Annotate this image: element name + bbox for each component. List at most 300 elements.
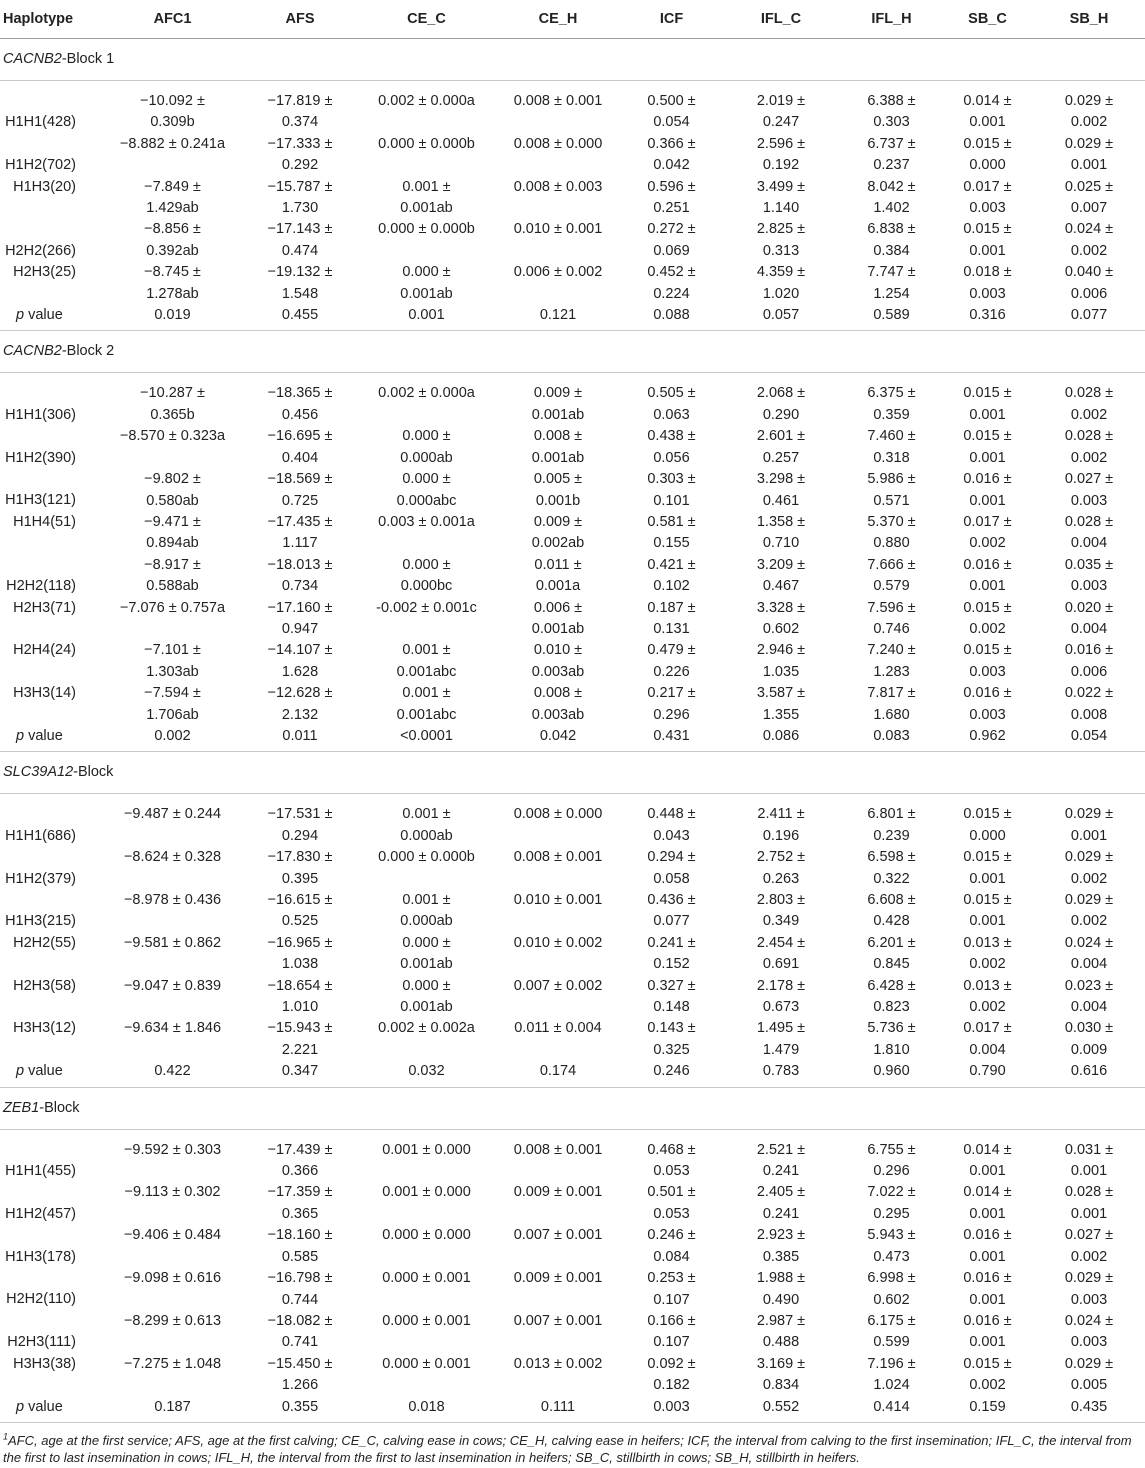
haplotype-name: H3H3(14) <box>13 685 76 702</box>
value-line-1: 0.018 ± <box>963 264 1012 281</box>
value-line-2: 0.000ab <box>400 913 453 930</box>
block-suffix: -Block <box>39 1099 80 1116</box>
value-cell <box>494 1182 622 1225</box>
value-cell <box>1033 847 1145 890</box>
value-line-1: 0.020 ± <box>1064 599 1114 616</box>
p-value-label <box>0 1061 104 1087</box>
value-line-1: 2.521 ± <box>756 1141 806 1158</box>
value-line-2: 0.474 <box>281 242 319 259</box>
value-line-1: 0.246 ± <box>647 1227 696 1244</box>
haplotype-name: H1H1(428) <box>5 114 76 131</box>
value-line-2: 0.296 <box>653 706 690 723</box>
value-cell <box>359 1268 494 1311</box>
value-line-2: 0.054 <box>653 114 690 131</box>
value-cell <box>241 1311 359 1354</box>
value-line-1: −10.287 ± <box>140 385 205 402</box>
value-line-2: 0.579 <box>873 578 910 595</box>
value-line-2: 0.290 <box>762 406 800 423</box>
p-value-row <box>0 726 1145 752</box>
value-line-1: 0.028 ± <box>1064 428 1114 445</box>
p-value-cell: 0.431 <box>622 726 721 752</box>
value-cell <box>721 598 841 641</box>
value-line-1: −14.107 ± <box>267 642 333 659</box>
haplotype-name: H1H4(51) <box>13 513 76 530</box>
value-cell <box>1033 1268 1145 1311</box>
haplotype-spacer <box>0 383 76 404</box>
value-cell <box>104 81 241 134</box>
value-cell <box>359 794 494 847</box>
p-value-cell: 0.057 <box>721 305 841 331</box>
value-line-1: 0.008 ± 0.000 <box>513 806 603 823</box>
haplotype-spacer <box>0 1225 76 1246</box>
value-line-2 <box>359 533 494 554</box>
value-cell <box>1033 976 1145 1019</box>
value-line-1: −10.092 ± <box>140 93 205 109</box>
value-cell <box>241 512 359 555</box>
p-value-row <box>0 305 1145 331</box>
value-line-2 <box>104 1040 241 1061</box>
value-line-2: 2.221 <box>281 1041 319 1058</box>
value-cell <box>841 1225 942 1268</box>
value-cell <box>104 1129 241 1182</box>
value-line-1: 0.001 ± <box>402 806 451 823</box>
p-value-label-rest: value <box>24 727 63 744</box>
p-value-cell: 0.455 <box>241 305 359 331</box>
table-row <box>0 262 1145 305</box>
value-cell <box>721 1182 841 1225</box>
p-value-cell: 0.011 <box>241 726 359 752</box>
value-line-1: 0.013 ± <box>963 977 1012 994</box>
value-line-2: 0.385 <box>762 1248 800 1265</box>
value-line-2: 0.004 <box>1070 956 1108 973</box>
value-line-1: 0.000 ± 0.001 <box>382 1355 471 1372</box>
p-value-label-p: p <box>16 1398 25 1415</box>
value-line-2: 0.000abc <box>396 492 457 509</box>
value-line-1: 2.019 ± <box>756 93 806 109</box>
value-line-2: 0.947 <box>281 620 319 637</box>
value-line-1: 0.002 ± 0.000a <box>378 93 475 109</box>
value-line-2 <box>494 911 622 932</box>
value-line-1: 2.411 ± <box>757 806 805 823</box>
value-cell <box>359 373 494 426</box>
value-line-2: 0.101 <box>653 492 690 509</box>
value-cell <box>104 262 241 305</box>
table-row <box>0 469 1145 512</box>
value-line-2: 0.322 <box>873 870 910 887</box>
value-line-2: 0.366 <box>281 1163 319 1180</box>
value-line-2: 0.155 <box>653 535 690 552</box>
value-line-2: 0.001 <box>1070 1205 1108 1222</box>
value-line-1: 0.000 ± 0.000b <box>378 135 475 152</box>
column-header-ce-h: CE_H <box>494 0 622 39</box>
p-value-cell: 0.422 <box>104 1061 241 1087</box>
p-value-label-p: p <box>16 727 25 744</box>
haplotype-name: H1H1(306) <box>5 406 76 423</box>
value-cell <box>241 1268 359 1311</box>
value-line-1: −15.943 ± <box>267 1020 333 1037</box>
value-line-2: 1.810 <box>873 1041 910 1058</box>
value-cell <box>241 1182 359 1225</box>
haplotype-name: H1H2(390) <box>5 449 76 466</box>
value-line-2: 0.001 <box>969 449 1006 466</box>
value-cell <box>241 555 359 598</box>
value-cell <box>721 512 841 555</box>
value-line-1: 0.008 ± 0.000 <box>513 135 603 152</box>
value-line-1: 0.013 ± 0.002 <box>513 1355 603 1372</box>
value-line-1: 0.028 ± <box>1064 1184 1114 1201</box>
value-cell <box>494 469 622 512</box>
value-cell <box>241 1354 359 1397</box>
value-line-1: 7.666 ± <box>867 556 916 573</box>
value-line-1: −7.594 ± <box>144 685 201 702</box>
value-cell <box>104 426 241 469</box>
value-line-2: 0.241 <box>762 1205 800 1222</box>
value-cell <box>104 598 241 641</box>
column-header-icf: ICF <box>622 0 721 39</box>
value-cell <box>622 1018 721 1061</box>
value-line-1: 7.196 ± <box>867 1355 916 1372</box>
value-cell <box>1033 555 1145 598</box>
table-row <box>0 373 1145 426</box>
value-cell <box>494 890 622 933</box>
value-cell <box>494 177 622 220</box>
value-line-1: 0.436 ± <box>647 892 696 908</box>
value-line-1: −15.450 ± <box>267 1355 333 1372</box>
table-row <box>0 512 1145 555</box>
value-line-2: 0.084 <box>653 1248 690 1265</box>
value-line-1: 2.987 ± <box>756 1312 806 1329</box>
value-cell <box>1033 469 1145 512</box>
value-cell <box>622 1354 721 1397</box>
value-line-1: 0.016 ± <box>963 1270 1012 1287</box>
value-cell <box>359 512 494 555</box>
value-cell <box>1033 890 1145 933</box>
value-line-2 <box>494 826 622 847</box>
value-line-1: −17.143 ± <box>267 221 333 238</box>
value-cell <box>494 134 622 177</box>
haplotype-spacer <box>0 134 76 155</box>
value-line-2: 0.152 <box>653 956 690 973</box>
haplotype-cell <box>0 1354 104 1397</box>
value-line-1: −7.275 ± 1.048 <box>123 1355 222 1372</box>
value-line-2: 0.461 <box>762 492 800 509</box>
value-line-2: 0.182 <box>653 1377 690 1394</box>
value-line-1: −17.333 ± <box>267 135 333 152</box>
haplotype-cell <box>0 640 104 683</box>
value-line-1: 0.000 ± <box>402 264 451 281</box>
value-cell <box>1033 1018 1145 1061</box>
value-line-2: 1.038 <box>281 956 319 973</box>
value-cell <box>241 640 359 683</box>
p-value-label-rest: value <box>24 1063 63 1080</box>
value-cell <box>241 933 359 976</box>
block-title <box>0 752 1145 794</box>
value-cell <box>494 512 622 555</box>
value-cell <box>104 847 241 890</box>
value-cell <box>622 847 721 890</box>
value-line-1: 0.015 ± <box>963 221 1012 238</box>
value-line-2: 0.069 <box>653 242 690 259</box>
value-line-1: −9.592 ± 0.303 <box>123 1141 222 1158</box>
table-row <box>0 219 1145 262</box>
value-cell <box>359 1225 494 1268</box>
value-cell <box>1033 219 1145 262</box>
value-line-1: 0.327 ± <box>647 977 696 994</box>
value-line-2: 0.000ab <box>400 827 453 844</box>
value-line-1: 0.031 ± <box>1064 1141 1114 1158</box>
value-line-1: 0.015 ± <box>963 1355 1012 1372</box>
value-cell <box>494 794 622 847</box>
value-cell <box>942 262 1033 305</box>
value-line-2: 1.355 <box>762 706 800 723</box>
value-cell <box>841 1354 942 1397</box>
value-line-2: 0.880 <box>873 535 910 552</box>
value-line-2 <box>359 241 494 262</box>
header-row <box>0 0 1145 39</box>
value-line-1: −9.047 ± 0.839 <box>123 977 222 994</box>
block-header-row <box>0 331 1145 373</box>
value-line-2: 0.002 <box>969 535 1006 552</box>
value-line-1: 0.028 ± <box>1064 385 1114 402</box>
value-cell <box>622 262 721 305</box>
value-line-1: 7.596 ± <box>867 599 916 616</box>
value-line-2: 0.001 <box>1070 157 1108 174</box>
value-line-2: 0.263 <box>762 870 800 887</box>
value-line-2: 0.490 <box>762 1291 800 1308</box>
value-line-2: 0.001ab <box>400 999 453 1016</box>
value-line-2: 1.730 <box>281 200 319 217</box>
value-cell <box>622 134 721 177</box>
value-cell <box>359 426 494 469</box>
value-line-2 <box>494 1290 622 1311</box>
value-line-1: 6.737 ± <box>867 135 916 152</box>
value-line-1: 6.608 ± <box>867 892 916 908</box>
haplotype-cell <box>0 890 104 933</box>
value-cell <box>721 1225 841 1268</box>
value-line-2: 1.024 <box>873 1377 910 1394</box>
value-cell <box>841 794 942 847</box>
value-cell <box>359 219 494 262</box>
value-line-1: 0.016 ± <box>963 471 1012 488</box>
value-line-2 <box>359 405 494 426</box>
value-line-1: 0.035 ± <box>1064 556 1114 573</box>
value-cell <box>721 426 841 469</box>
value-line-2: 0.226 <box>653 663 690 680</box>
haplotype-name: H2H2(55) <box>13 934 76 951</box>
table-footnote <box>3 1432 1141 1466</box>
haplotype-cell <box>0 1225 104 1268</box>
value-line-1: −9.471 ± <box>144 513 201 530</box>
value-line-2 <box>359 1290 494 1311</box>
value-line-2: 0.077 <box>653 913 690 930</box>
value-cell <box>721 177 841 220</box>
value-line-1: 2.946 ± <box>756 642 806 659</box>
value-cell <box>104 1268 241 1311</box>
value-cell <box>721 81 841 134</box>
value-cell <box>721 262 841 305</box>
haplotype-spacer <box>0 219 76 240</box>
value-line-2 <box>494 284 622 305</box>
value-cell <box>622 1225 721 1268</box>
value-line-1: 7.817 ± <box>867 685 916 702</box>
value-line-2: 0.374 <box>281 114 319 131</box>
value-line-1: 5.986 ± <box>867 471 916 488</box>
table-row <box>0 426 1145 469</box>
value-cell <box>1033 1225 1145 1268</box>
value-line-1: 3.328 ± <box>756 599 806 616</box>
haplotype-spacer <box>0 1140 76 1161</box>
value-line-2: 0.002 <box>969 956 1006 973</box>
value-line-1: 6.755 ± <box>867 1141 916 1158</box>
value-line-2: 0.588ab <box>146 578 199 595</box>
value-cell <box>622 1268 721 1311</box>
value-cell <box>1033 640 1145 683</box>
value-cell <box>841 1311 942 1354</box>
value-line-1: 0.010 ± 0.002 <box>513 934 603 951</box>
value-line-1: 0.001 ± <box>402 178 451 195</box>
value-line-2: 1.402 <box>873 200 910 217</box>
value-line-1: 0.015 ± <box>963 428 1012 445</box>
table-row <box>0 794 1145 847</box>
value-cell <box>1033 262 1145 305</box>
value-line-1: 0.000 ± <box>402 428 451 445</box>
value-line-1: 6.175 ± <box>867 1312 916 1329</box>
value-line-1: −18.082 ± <box>267 1312 333 1329</box>
haplotype-spacer <box>0 847 76 868</box>
p-value-cell: 0.111 <box>494 1397 622 1423</box>
value-cell <box>622 81 721 134</box>
value-cell <box>622 640 721 683</box>
value-cell <box>841 555 942 598</box>
table-row <box>0 1129 1145 1182</box>
p-value-cell: 0.174 <box>494 1061 622 1087</box>
value-cell <box>1033 426 1145 469</box>
value-line-2 <box>104 1375 241 1396</box>
value-cell <box>721 890 841 933</box>
value-cell <box>1033 1311 1145 1354</box>
value-line-2: 1.266 <box>281 1377 319 1394</box>
value-line-1: 2.601 ± <box>756 428 806 445</box>
value-cell <box>841 1129 942 1182</box>
value-line-1: 1.495 ± <box>756 1020 806 1037</box>
column-header-ifl-h: IFL_H <box>841 0 942 39</box>
block-gene-name: SLC39A12 <box>3 764 74 781</box>
value-cell <box>942 794 1033 847</box>
value-line-1: 0.009 ± <box>533 385 583 402</box>
value-cell <box>942 1225 1033 1268</box>
value-line-1: −18.365 ± <box>267 385 333 402</box>
value-line-1: 0.003 ± 0.001a <box>378 513 475 530</box>
value-cell <box>494 219 622 262</box>
p-value-cell: 0.962 <box>942 726 1033 752</box>
table-row <box>0 683 1145 726</box>
value-cell <box>942 1129 1033 1182</box>
value-line-1: 0.013 ± <box>963 934 1012 951</box>
value-line-1: 0.009 ± 0.001 <box>513 1184 603 1201</box>
value-line-2: 0.192 <box>762 157 800 174</box>
table-row <box>0 976 1145 1019</box>
value-line-2: 0.002 <box>1070 242 1108 259</box>
block-header-row <box>0 1087 1145 1129</box>
block-gene-name: CACNB2 <box>3 343 62 360</box>
value-line-1: 0.000 ± <box>402 471 451 488</box>
value-line-1: 0.272 ± <box>647 221 696 238</box>
value-line-2 <box>494 1332 622 1353</box>
value-line-1: 0.011 ± <box>534 556 582 573</box>
value-line-1: −9.113 ± 0.302 <box>124 1184 221 1201</box>
value-cell <box>104 976 241 1019</box>
value-cell <box>721 469 841 512</box>
value-line-1: −17.359 ± <box>267 1184 333 1201</box>
value-line-2 <box>104 1204 241 1225</box>
block-title <box>0 1087 1145 1129</box>
value-line-2: 0.001ab <box>531 449 585 466</box>
table-row <box>0 1018 1145 1061</box>
footnote-text: AFC, age at the first service; AFS, age at the first calving; CE_C, calving ease in cows; CE_H, calving ease in heifers; ICF, the interval from calving to the first insemination; IFL_C, the interval from the first to last insemination in cows; IFL_H, the interval from the first to last insemination in heifers; SB_C, stillbirth in cows; SB_H, stillbirth in heifers. <box>3 1433 1132 1465</box>
value-cell <box>721 794 841 847</box>
value-line-2: 0.744 <box>281 1291 319 1308</box>
value-line-2 <box>494 997 622 1018</box>
value-line-1: 0.001 ± 0.000 <box>382 1184 471 1201</box>
value-line-2: 0.001 <box>969 1334 1006 1351</box>
p-value-cell: 0.002 <box>104 726 241 752</box>
value-line-1: 0.000 ± 0.000b <box>378 221 475 238</box>
value-cell <box>241 598 359 641</box>
value-line-2: 0.473 <box>873 1248 910 1265</box>
haplotype-name: H2H2(118) <box>6 578 76 595</box>
value-line-1: 2.068 ± <box>756 385 806 402</box>
value-line-1: 0.015 ± <box>963 135 1012 152</box>
value-cell <box>1033 794 1145 847</box>
value-line-2: 0.003 <box>1070 578 1108 595</box>
value-line-2: 0.585 <box>281 1248 319 1265</box>
value-line-1: 0.000 ± 0.000 <box>382 1227 471 1244</box>
value-cell <box>359 933 494 976</box>
value-cell <box>241 262 359 305</box>
p-value-cell: 0.435 <box>1033 1397 1145 1423</box>
value-line-1: 0.009 ± <box>533 513 583 530</box>
haplotype-cell <box>0 469 104 512</box>
value-cell <box>104 134 241 177</box>
value-line-2 <box>359 1204 494 1225</box>
value-cell <box>841 1182 942 1225</box>
haplotype-cell <box>0 134 104 177</box>
value-cell <box>494 1225 622 1268</box>
value-cell <box>721 976 841 1019</box>
haplotype-cell <box>0 426 104 469</box>
value-cell <box>104 683 241 726</box>
value-line-1: 0.014 ± <box>963 93 1012 109</box>
value-line-2: 0.365b <box>150 406 195 423</box>
value-line-1: 0.016 ± <box>963 1312 1012 1329</box>
p-value-label-rest: value <box>24 1398 63 1415</box>
value-line-2 <box>359 1161 494 1182</box>
value-cell <box>241 1129 359 1182</box>
value-line-1: 0.500 ± <box>647 93 696 109</box>
value-line-1: 0.040 ± <box>1064 264 1114 281</box>
value-cell <box>494 847 622 890</box>
value-cell <box>841 890 942 933</box>
value-cell <box>1033 598 1145 641</box>
value-cell <box>104 1225 241 1268</box>
table-row <box>0 1182 1145 1225</box>
value-line-2: 0.467 <box>762 578 800 595</box>
value-line-2: 0.359 <box>873 406 910 423</box>
value-line-2 <box>359 155 494 176</box>
haplotype-cell <box>0 1018 104 1061</box>
value-cell <box>494 426 622 469</box>
p-value-cell: 0.783 <box>721 1061 841 1087</box>
